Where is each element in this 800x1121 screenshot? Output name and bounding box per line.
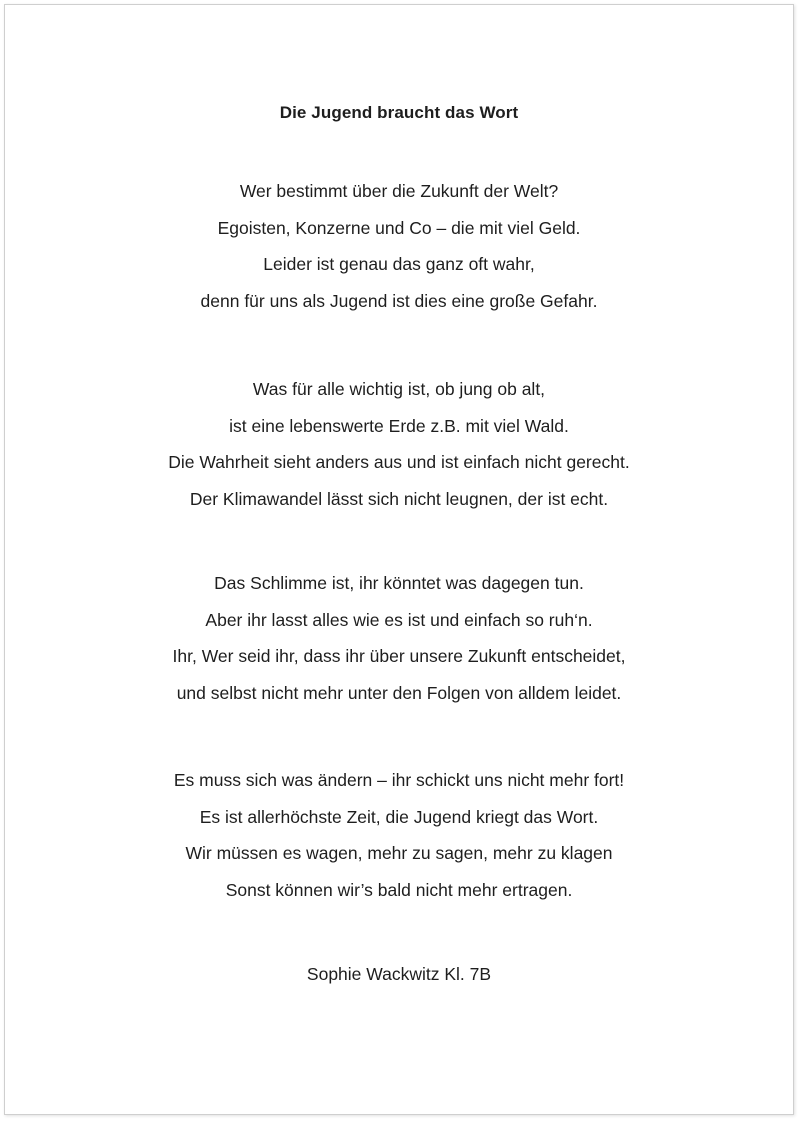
poem-line: Leider ist genau das ganz oft wahr, <box>263 254 535 275</box>
poem-line: Ihr, Wer seid ihr, dass ihr über unsere Zukunft entscheidet, <box>172 646 626 667</box>
poem-line: Sonst können wir’s bald nicht mehr ertragen. <box>225 880 573 901</box>
stanza-1 <box>5 173 793 320</box>
document-page <box>4 4 794 1115</box>
poem-line: denn für uns als Jugend ist dies eine große Gefahr. <box>200 291 598 312</box>
poem-author: Sophie Wackwitz Kl. 7B <box>306 964 492 984</box>
stanza-2 <box>5 371 793 518</box>
poem-title: Die Jugend braucht das Wort <box>279 103 519 122</box>
stanza-3 <box>5 565 793 712</box>
poem-line: und selbst nicht mehr unter den Folgen von alldem leidet. <box>176 683 622 704</box>
poem-line: Es muss sich was ändern – ihr schickt uns nicht mehr fort! <box>173 770 625 790</box>
stanza-4 <box>5 762 793 909</box>
poem-line: Es ist allerhöchste Zeit, die Jugend kriegt das Wort. <box>199 806 599 827</box>
poem-line: Der Klimawandel lässt sich nicht leugnen, der ist echt. <box>189 489 609 510</box>
poem-line: Wir müssen es wagen, mehr zu sagen, mehr zu klagen <box>185 843 613 864</box>
poem-line: Aber ihr lasst alles wie es ist und einfach so ruh‘n. <box>205 609 593 630</box>
poem-line: Egoisten, Konzerne und Co – die mit viel Geld. <box>217 217 581 238</box>
poem-line: ist eine lebenswerte Erde z.B. mit viel Wald. <box>229 415 569 436</box>
poem-line: Was für alle wichtig ist, ob jung ob alt, <box>252 379 546 399</box>
poem-line: Das Schlimme ist, ihr könntet was dagegen tun. <box>214 573 584 593</box>
poem-line: Wer bestimmt über die Zukunft der Welt? <box>239 181 559 201</box>
poem-line: Die Wahrheit sieht anders aus und ist einfach nicht gerecht. <box>168 452 630 473</box>
